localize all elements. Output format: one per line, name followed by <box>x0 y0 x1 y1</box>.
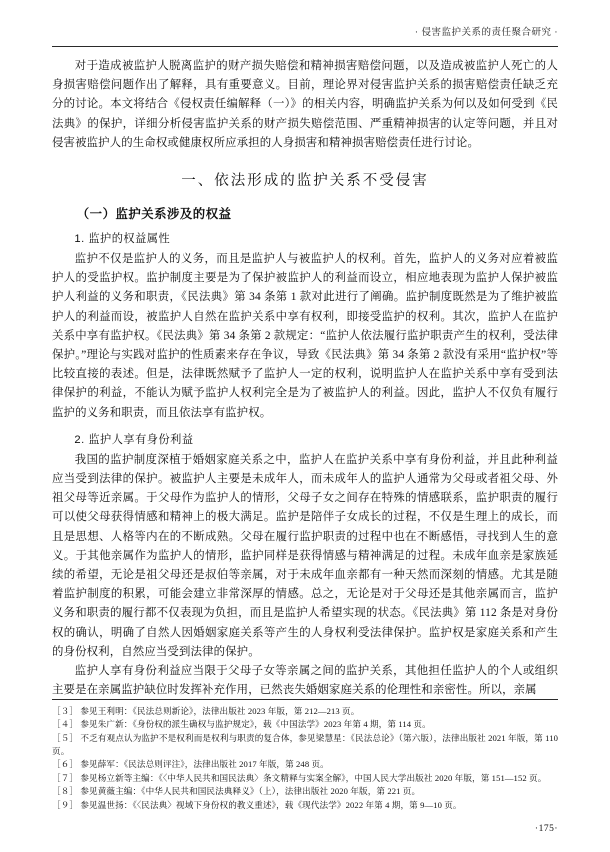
intro-paragraph: 对于造成被监护人脱离监护的财产损失赔偿和精神损害赔偿问题，以及造成被监护人死亡的人身损害赔偿问题作出了解释，具有重要意义。目前，理论界对侵害监护关系的损害赔偿责任缺乏充分的讨论。本文将结合《侵权责任编解释（一）》的相关内容，明确监护关系为何以及如何受到《民法典》的保护，详细分析侵害监护关系的财产损失赔偿范围、严重精神损害的认定等问题，并且对侵害被监护人的生命权或健康权所应承担的人身损害和精神损害赔偿责任进行讨论。 <box>52 60 558 149</box>
footnote-item: ［５］ 不乏有观点认为监护不是权利而是权利与职责的复合体，参见梁慧星：《民法总论》（第六版），法律出版社 2021 年版，第 110 页。 <box>52 732 558 756</box>
footnote-item: ［７］ 参见杨立新等主编：《〈中华人民共和国民法典〉条文精释与实案全解》，中国人民大学出版社 2020 年版，第 151—152 页。 <box>52 772 547 783</box>
footnote-item: ［６］ 参见薛军：《民法总则评注》，法律出版社 2017 年版，第 248 页。 <box>52 759 329 770</box>
footnote-divider <box>52 699 558 700</box>
footnote-item: ［３］ 参见王利明：《民法总则新论》，法律出版社 2023 年版，第 212—213 页。 <box>52 705 360 716</box>
running-head: · 侵害监护关系的责任聚合研究 · <box>414 28 558 38</box>
subsection-title-1: （一）监护关系涉及的权益 <box>76 207 232 222</box>
paragraph-2-2: 监护人享有身份利益应当限于父母子女等亲属之间的监护关系，其他担任监护人的个人或组织主要是在亲属监护缺位时发挥补充作用，已然丧失婚姻家庭关系的伦理性和亲密性。所以，亲属 <box>52 665 558 697</box>
subsubsection-title-2: 2. 监护人享有身份利益 <box>74 433 194 446</box>
footnote-item: ［８］ 参见黄薇主编：《中华人民共和国民法典释义》（上），法律出版社 2020 年版，第 221 页。 <box>52 786 421 797</box>
footnote-item: ［９］ 参见温世扬：《〈民法典〉视域下身份权的教义重述》，载《现代法学》2022 年第 4 期，第 9—10 页。 <box>52 799 462 810</box>
header-divider <box>52 46 558 47</box>
footnote-item: ［４］ 参见朱广新：《身份权的派生确权与监护规定》，载《中国法学》2023 年第 4 期，第 114 页。 <box>52 719 431 730</box>
footnote-area <box>52 699 558 812</box>
page-number: ·175· <box>534 824 558 834</box>
paragraph-2-1: 我国的监护制度深植于婚姻家庭关系之中，监护人在监护关系中享有身份利益，并且此种利益应当受到法律的保护。被监护人主要是未成年人，而未成年人的监护人通常为父母或者祖父母、外祖父母等近亲属。于父母作为监护人的情形，父母子女之间存在特殊的情感联系，监护职责的履行可以使父母获得情感和精神上的极大满足。监护是陪伴子女成长的过程，不仅是生理上的成长，而且是思想、人格等内在的不断成熟。父母在履行监护职责的过程中也在不断感悟，寻找到人生的意义。于其他亲属作为监护人的情形，监护同样是获得情感与精神满足的过程。未成年血亲是家族延续的希望，无论是祖父母还是叔伯等亲属，对于未成年血亲都有一种天然而深刻的情感。尤其是随着监护制度的积累，可能会建立非常深厚的情感。总之，无论是对于父母还是其他亲属而言，监护义务和职责的履行都不仅表现为负担，而且是监护人希望实现的状态。《民法典》第 112 条是对身份权的确认，明确了自然人因婚姻家庭关系等产生的人身权利受法律保护。监护权是家庭关系和产生的身份权利，自然应当受到法律的保护。 <box>52 453 558 658</box>
section-title: 一、依法形成的监护关系不受侵害 <box>181 173 429 190</box>
paragraph-1-1: 监护不仅是监护人的义务，而且是监护人与被监护人的权利。首先，监护人的义务对应着被监护人的受监护权。监护制度主要是为了保护被监护人的利益而设立，相应地表现为监护人保护被监护人利益的义务和职责，《民法典》第 34 条第 1 款对此进行了阐确。监护制度既然是为了维护被监护人的利益而设，被监护人自然在监护关系中享有权利，即接受监护的权利。其次，监护人在监护关系中享有监护权。《民法典》第 34 条第 2 款规定：“监护人依法履行监护职责产生的权利，受法律保护。”理论与实践对监护的性质素来存在争议，导致《民法典》第 34 条第 2 款没有采用“监护权”等比较直接的表述。但是，法律既然赋予了监护人一定的权利，说明监护人在监护关系中享有受到法律保护的利益，不能认为赋予监护人权利完全是为了被监护人的利益。因此，监护人不仅负有履行监护的义务和职责，而且依法享有监护权。 <box>52 253 558 419</box>
subsubsection-title-1: 1. 监护的权益属性 <box>74 233 171 246</box>
